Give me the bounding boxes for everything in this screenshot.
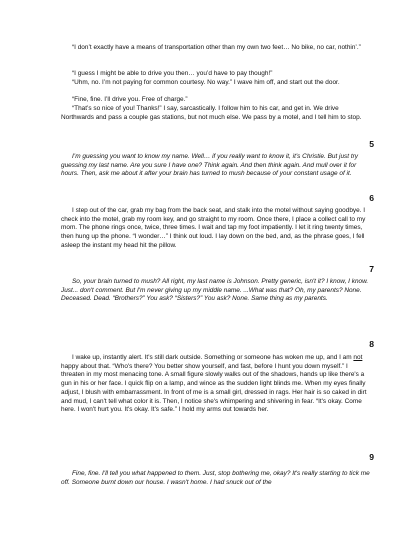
section-number: 7	[369, 264, 374, 274]
paragraph: Fine, fine. I'll tell you what happened to them. Just, stop bothering me, okay? It's really starting to tick me off. Someone burnt down our house. I wasn't home. I had snuck out of the	[61, 470, 370, 486]
text-run: I wake up, instantly alert. It's still dark outside. Something or someone has woken me up, and I am	[72, 354, 354, 361]
paragraph: So, your brain turned to mush? All right, my last name is Johnson. Pretty generic, isn't it? I know, I know. Just... don't comment. But I'm never giving up my middle name. ...What was that? Oh, my parents? None. Deceased. Dead. “Brothers?” You ask? “Sisters?” You ask? None. Same thing as my parents.	[61, 278, 369, 303]
section-number: 9	[369, 452, 374, 462]
paragraph: “Uhm, no. I’m not paying for common courtesy. No way.” I wave him off, and start out the door.	[72, 79, 340, 86]
text-run: happy about that. “Who's there? You better show yourself, and fast, before I hunt you down myself.” I threaten in my most menacing tone. A small figure slowly walks out of the shadows, hands up like there's a gun in his or her face. I quick flip on a lamp, and wince as the sudden light blinds me. When my eyes finally adjust, I blush with embarrassment. In front of me is a small girl, dressed in rags. Her hair is so caked in dirt and mud, I can't tell what color it is. Then, I notice she's whimpering and shivering in fear. “It's okay. Come here. I won't hurt you. It's okay. It's safe.” I hold my arms out towards her.	[61, 362, 367, 414]
paragraph: I’m guessing you want to know my name. Well… if you really want to know it, it’s Christie. But just try guessing my last name. Are you sure I have one? Think again. And then think again. And mull over it for hours. Then, ask me about it after your brain has turned to mush because of your constant usage of it.	[61, 153, 358, 178]
paragraph: “That’s so nice of you! Thanks!” I say, sarcastically. I follow him to his car, and get in. We drive Northwards and pass a couple gas stations, but not much else. We pass by a motel, and I tell him to stop.	[61, 105, 362, 121]
section-number: 5	[369, 139, 374, 149]
paragraph: “I don’t exactly have a means of transportation other than my own two feet… No bike, no car, nothin’.”	[72, 44, 361, 51]
underlined-word: not	[353, 354, 363, 361]
paragraph: “Fine, fine. I’ll drive you. Free of charge.”	[72, 96, 188, 103]
section-number: 8	[369, 339, 374, 349]
section-number: 6	[369, 193, 374, 203]
paragraph: “I guess I might be able to drive you then… you’d have to pay though!”	[72, 70, 273, 77]
paragraph: I step out of the car, grab my bag from the back seat, and stalk into the motel without saying goodbye. I check into the motel, grab my room key, and go straight to my room. Once there, I place a collect call to my mom. The phone rings once, twice, three times. I wait and tap my foot impatiently. I let it ring twenty times, then hung up the phone. “I wonder…” I think out loud. I lay down on the bed, and, as the phrase goes, I fell asleep the instant my head hit the pillow.	[61, 207, 366, 249]
paragraph	[61, 354, 373, 415]
